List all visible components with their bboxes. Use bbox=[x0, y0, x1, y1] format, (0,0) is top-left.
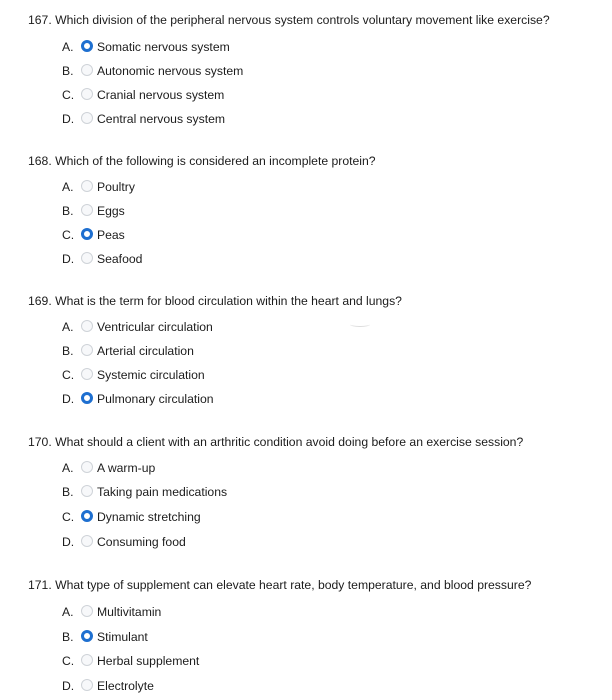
option-b[interactable] bbox=[0, 62, 612, 80]
radio-button[interactable] bbox=[81, 654, 93, 666]
option-b[interactable] bbox=[0, 342, 612, 360]
radio-button[interactable] bbox=[81, 368, 93, 380]
option-a[interactable] bbox=[0, 318, 612, 336]
option-letter: B. bbox=[62, 204, 74, 218]
option-b[interactable] bbox=[0, 483, 612, 501]
radio-button[interactable] bbox=[81, 344, 93, 356]
option-letter: B. bbox=[62, 344, 74, 358]
radio-button-selected[interactable] bbox=[81, 40, 93, 52]
option-label: Ventricular circulation bbox=[97, 320, 213, 334]
option-a[interactable] bbox=[0, 178, 612, 196]
option-c[interactable] bbox=[0, 226, 612, 244]
option-label: Autonomic nervous system bbox=[97, 64, 244, 78]
radio-button[interactable] bbox=[81, 320, 93, 332]
question-text: 171. What type of supplement can elevate heart rate, body temperature, and blood pressure? bbox=[28, 578, 532, 592]
radio-button-selected[interactable] bbox=[81, 630, 93, 642]
option-letter: C. bbox=[62, 510, 75, 524]
option-label: Seafood bbox=[97, 252, 143, 266]
radio-button-selected[interactable] bbox=[81, 228, 93, 240]
option-label: Eggs bbox=[97, 204, 125, 218]
option-c[interactable] bbox=[0, 86, 612, 104]
question-text: 167. Which division of the peripheral nervous system controls voluntary movement like exercise? bbox=[28, 13, 550, 27]
radio-button[interactable] bbox=[81, 64, 93, 76]
option-d[interactable] bbox=[0, 390, 612, 408]
option-letter: A. bbox=[62, 40, 74, 54]
radio-button-selected[interactable] bbox=[81, 510, 93, 522]
option-letter: D. bbox=[62, 392, 75, 406]
option-label: Peas bbox=[97, 228, 125, 242]
option-b[interactable] bbox=[0, 202, 612, 220]
radio-button[interactable] bbox=[81, 88, 93, 100]
option-b[interactable] bbox=[0, 628, 612, 646]
option-letter: A. bbox=[62, 605, 74, 619]
option-letter: C. bbox=[62, 654, 75, 668]
option-a[interactable] bbox=[0, 459, 612, 477]
option-label: Taking pain medications bbox=[97, 485, 228, 499]
radio-button[interactable] bbox=[81, 204, 93, 216]
radio-button[interactable] bbox=[81, 461, 93, 473]
option-label: A warm-up bbox=[97, 461, 156, 475]
option-label: Electrolyte bbox=[97, 679, 154, 693]
radio-button[interactable] bbox=[81, 112, 93, 124]
option-label: Stimulant bbox=[97, 630, 148, 644]
option-letter: A. bbox=[62, 461, 74, 475]
option-label: Somatic nervous system bbox=[97, 40, 230, 54]
option-a[interactable] bbox=[0, 38, 612, 56]
option-label: Dynamic stretching bbox=[97, 510, 201, 524]
option-letter: A. bbox=[62, 180, 74, 194]
option-c[interactable] bbox=[0, 508, 612, 526]
option-label: Systemic circulation bbox=[97, 368, 205, 382]
option-c[interactable] bbox=[0, 366, 612, 384]
option-label: Pulmonary circulation bbox=[97, 392, 214, 406]
question-text: 168. Which of the following is considered an incomplete protein? bbox=[28, 154, 376, 168]
option-label: Poultry bbox=[97, 180, 135, 194]
option-label: Consuming food bbox=[97, 535, 186, 549]
option-d[interactable] bbox=[0, 533, 612, 551]
radio-button[interactable] bbox=[81, 485, 93, 497]
question-text: 169. What is the term for blood circulation within the heart and lungs? bbox=[28, 294, 402, 308]
option-letter: D. bbox=[62, 535, 75, 549]
option-letter: D. bbox=[62, 252, 75, 266]
option-label: Cranial nervous system bbox=[97, 88, 225, 102]
option-d[interactable] bbox=[0, 110, 612, 128]
option-d[interactable] bbox=[0, 250, 612, 268]
radio-button[interactable] bbox=[81, 535, 93, 547]
option-label: Herbal supplement bbox=[97, 654, 200, 668]
option-label: Arterial circulation bbox=[97, 344, 194, 358]
radio-button-selected[interactable] bbox=[81, 392, 93, 404]
option-c[interactable] bbox=[0, 652, 612, 670]
option-letter: B. bbox=[62, 64, 74, 78]
radio-button[interactable] bbox=[81, 180, 93, 192]
option-label: Multivitamin bbox=[97, 605, 162, 619]
option-letter: C. bbox=[62, 368, 75, 382]
radio-button[interactable] bbox=[81, 252, 93, 264]
option-letter: A. bbox=[62, 320, 74, 334]
option-d[interactable] bbox=[0, 677, 612, 695]
option-letter: C. bbox=[62, 228, 75, 242]
option-letter: C. bbox=[62, 88, 75, 102]
option-letter: B. bbox=[62, 630, 74, 644]
option-letter: D. bbox=[62, 679, 75, 693]
question-text: 170. What should a client with an arthritic condition avoid doing before an exercise session? bbox=[28, 435, 524, 449]
radio-button[interactable] bbox=[81, 605, 93, 617]
option-letter: B. bbox=[62, 485, 74, 499]
option-letter: D. bbox=[62, 112, 75, 126]
radio-button[interactable] bbox=[81, 679, 93, 691]
stray-mark bbox=[350, 322, 370, 327]
option-label: Central nervous system bbox=[97, 112, 226, 126]
option-a[interactable] bbox=[0, 603, 612, 621]
